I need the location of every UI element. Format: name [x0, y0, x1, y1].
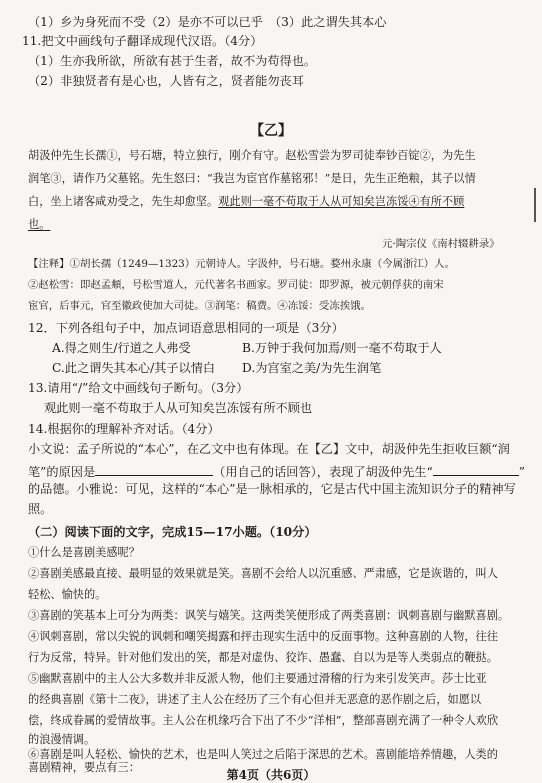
sec2-para-2-line-1: ②喜剧美感最直接、最明显的效果就是笑。喜剧不会给人以沉重感、严肃感，它是诙谐的，叫人 — [28, 567, 498, 580]
sec2-para-4-line-1: ④讽刺喜剧，常以尖锐的讽刺和嘲笑揭露和抨击现实生活中的反面事物。这种喜剧的人物，往往 — [28, 630, 498, 643]
q12-option-c: C.此之谓失其本心/其子以情白 — [52, 361, 216, 375]
sec2-para-3: ③喜剧的笑基本上可分为两类：讽笑与嬉笑。这两类笑便形成了两类喜剧：讽刺喜剧与幽默喜剧。 — [28, 609, 510, 622]
q13-sentence: 观此则一毫不苟取于人从可知矣岂冻馁有所不顾也 — [44, 401, 313, 415]
passage-yi-heading: 【乙】 — [250, 123, 292, 139]
notes-line-2: ②赵松雪：即赵孟頫，号松雪道人，元代著名书画家。罗司徒：即罗源，被元朝俘获的南宋 — [28, 279, 444, 291]
sec2-para-6-line-2: 喜剧精神，要点有三： — [28, 761, 140, 774]
notes-line-3: 宦官，后事元，官至徽政使加大司徒。③润笔：稿费。④冻馁：受冻挨饿。 — [28, 300, 371, 312]
underlined-sentence: 观此则一毫不苟取于人从可知矣岂冻馁④有所不顾 — [218, 195, 465, 208]
sec2-para-6-line-1: ⑥喜剧是叫人轻松、愉快的艺术，也是叫人笑过之后陷于深思的艺术。喜剧能培养情趣，人类的 — [28, 748, 498, 761]
passage-yi-line-1: 胡汲仲先生长孺①，号石塘，特立独行，刚介有守。赵松雪尝为罗司徒奉钞百锭②，为先生 — [28, 149, 476, 162]
passage-yi-line-2: 润笔③，请作乃父墓铭。先生怒曰：“我岂为宦官作墓铭邪！”是日，先生正绝粮，其子以情 — [28, 172, 476, 185]
q14-line-3: 的品德。小雅说：可见，这样的“本心”是一脉相承的，它是古代中国主流知识分子的精神写 — [28, 482, 516, 496]
notes-line-1: 【注释】①胡长孺（1249—1323）元朝诗人。字汲仲，号石塘。婺州永康（今属浙江）人。 — [28, 258, 455, 270]
sec2-para-4-line-2: 行为反常，特异。针对他们发出的笑，都是对虚伪、狡诈、愚蠢、自以为是等人类弱点的鞭挞。 — [28, 651, 498, 664]
page-footer: 第4页（共6页） — [226, 768, 316, 782]
sec2-para-5-line-3: 偿，终成眷属的爱情故事。主人公在机缘巧合下出了不少“洋相”，整部喜剧充满了一种令人欢欣 — [28, 714, 499, 727]
sec2-para-5-line-1: ⑤幽默喜剧中的主人公大多数并非反派人物，他们主要通过滑稽的行为来引发笑声。莎士比亚 — [28, 672, 487, 685]
q10-options-line: （1）乡为身死而不受（2）是亦不可以已乎 （3）此之谓失其本心 — [28, 15, 387, 29]
q11-stem: 11.把文中画线句子翻译成现代汉语。（4分） — [22, 34, 263, 48]
answer-blank-virtue[interactable] — [433, 463, 519, 476]
q14-line-4: 照。 — [28, 502, 53, 516]
q14-stem: 14.根据你的理解补齐对话。（4分） — [28, 422, 220, 436]
q12-option-a: A.得之则生/行道之人弗受 — [52, 341, 191, 355]
sec2-para-5-line-2: 的经典喜剧《第十二夜》，讲述了主人公在经历了三个有心但并无恶意的恶作剧之后，如愿以 — [28, 693, 482, 706]
q14-line-2-end: ” — [518, 465, 525, 479]
q14-line-1: 小文说：孟子所说的“本心”，在乙文中也有体现。在【乙】文中，胡汲仲先生拒收巨额“润 — [28, 442, 510, 456]
sec2-para-1: ①什么是喜剧美感呢？ — [28, 546, 140, 559]
q14-line-2-start: 笔”的原因是 — [28, 465, 96, 479]
passage-source: 元·陶宗仪《南村辍耕录》 — [382, 238, 500, 250]
passage-yi-line-3 — [28, 196, 464, 207]
q12-option-d: D.为宫室之美/为先生润笔 — [242, 361, 382, 375]
q11-sentence-1: （1）生亦我所欲，所欲有甚于生者，故不为苟得也。 — [28, 54, 317, 68]
q14-line-2 — [28, 463, 525, 478]
q14-line-2-mid: （用自己的话回答），表现了胡汲仲先生“ — [213, 465, 433, 479]
q13-stem: 13.请用“/”给文中画线句子断句。（3分） — [28, 381, 249, 395]
sec2-para-5-line-4: 的浪漫情调。 — [28, 733, 96, 746]
q11-sentence-2: （2）非独贤者有是心也，人皆有之，贤者能勿丧耳 — [28, 74, 304, 88]
q12-option-b: B.万钟于我何加焉/则一毫不苟取于人 — [242, 341, 442, 355]
sec2-para-2-line-2: 轻松、愉快的。 — [28, 588, 107, 601]
margin-mark — [534, 188, 536, 222]
answer-blank-reason[interactable] — [95, 463, 213, 476]
q12-stem: 12．下列各组句子中，加点词语意思相同的一项是（3分） — [28, 321, 344, 335]
passage-yi-line-3-start: 白，坐上诸客咸劝受之，先生却愈坚。 — [28, 195, 219, 208]
section-2-title: （二）阅读下面的文字，完成15—17小题。（10分） — [28, 525, 317, 539]
passage-yi-line-4: 也。 — [28, 218, 51, 231]
